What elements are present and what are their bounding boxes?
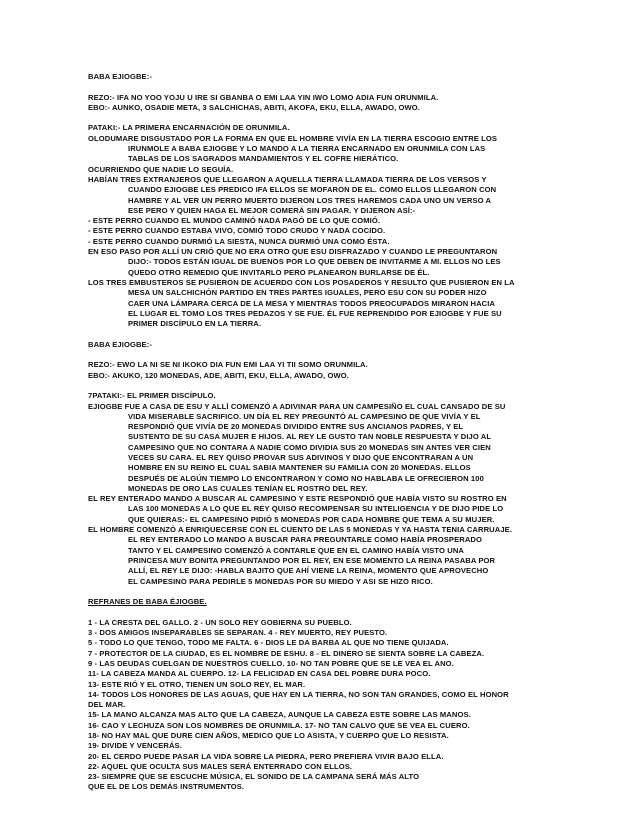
text-line: 1 - LA CRESTA DEL GALLO. 2 - UN SOLO REY GOBIERNA SU PUEBLO. [88, 617, 352, 627]
indented-text-line: PRINCESA MUY BONITA PREGUNTANDO POR EL REY, EN ESE MOMENTO LA REINA PASABA POR [128, 555, 496, 565]
text-line: 20- EL CERDO PUEDE PASAR LA VIDA SOBRE LA PIEDRA, PERO PREFIERA VIVIR BAJO ELLA. [88, 751, 444, 761]
text-line: - ESTE PERRO CUANDO EL MUNDO CAMINÓ NADA PAGÓ DE LO QUE COMIÓ. [88, 216, 381, 226]
text-line: EL REY ENTERADO MANDO A BUSCAR AL CAMPESINO Y ESTE RESPONDIÓ QUE HABÍA VISTO SU ROSTRO EN [88, 494, 507, 504]
text-line: REZO:- IFA NO YOO YOJU U IRE SI GBANBA O EMI LAA YIN IWO LOMO ADIA FUN ORUNMILA. [88, 92, 439, 102]
indented-text-line: EL LUGAR EL TOMO LOS TRES PEDAZOS Y SE FUE. ÉL FUE REPRENDIDO POR EJIOGBE Y FUE SU [128, 308, 502, 318]
text-line: EBO:- AKUKO, 120 MONEDAS, ADE, ABITI, EKU, ELLA, AWADO, OWO. [88, 370, 349, 380]
text-line: 9 - LAS DEUDAS CUELGAN DE NUESTROS CUELLO. 10- NO TAN POBRE QUE SE LE VEA EL ANO. [88, 658, 454, 668]
text-line: DEL MAR. [88, 700, 126, 710]
indented-text-line: MONEDAS DE ORO LAS CUALES TENÍAN EL ROSTRO DEL REY. [128, 483, 368, 493]
indented-text-line: MESA UN SALCHICHÓN PARTIDO EN TRES PARTES IGUALES, PERO ESU CON SU PODER HIZO [128, 288, 487, 298]
paragraph-gap [88, 82, 548, 92]
text-line: 11- LA CABEZA MANDA AL CUERPO. 12- LA FELICIDAD EN CASA DEL POBRE DURA POCO. [88, 669, 431, 679]
text-line: OLODUMARE DISGUSTADO POR LA FORMA EN QUE EL HOMBRE VIVÍA EN LA TIERRA ESCOGIO ENTRE LOS [88, 133, 498, 143]
paragraph-gap [88, 607, 548, 617]
refranes-heading: REFRANES DE BABA ÉJIOGBE. [88, 597, 207, 607]
indented-text-line: VECES SU CARA. EL REY QUISO PROVAR SUS ADIVINOS Y DIJO QUE ENCONTRARAN A UN [128, 452, 474, 462]
text-line: 14- TODOS LOS HONORES DE LAS AGUAS, QUE HAY EN LA TIERRA, NO SON TAN GRANDES, COMO EL HONOR [88, 689, 509, 699]
text-line: EJIOGBE FUE A CASA DE ESU Y ALLÍ COMENZÓ A ADIVINAR PARA UN CAMPESIÑO EL CUAL CANSADO DE SU [88, 401, 506, 411]
text-line: HABÍAN TRES EXTRANJEROS QUE LLEGARON A AQUELLA TIERRA LLAMADA TIERRA DE LOS VERSOS Y [88, 174, 487, 184]
text-line: - ESTE PERRO CUANDO DURMIÓ LA SIESTA, NUNCA DURMIÓ UNA COMO ÉSTA. [88, 236, 390, 246]
indented-text-line: CAER UNA LÁMPARA CERCA DE LA MESA Y MIENTRAS TODOS PREOCUPADOS MIRARON HACIA [128, 298, 496, 308]
indented-text-line: VIDA MISERABLE SACRIFICO. UN DÍA EL REY PREGUNTÓ AL CAMPESINO DE QUE VIVÍA Y EL [128, 411, 481, 421]
document-page [88, 72, 548, 793]
text-line: 16- CAO Y LECHUZA SON LOS NOMBRES DE ORUNMILA. 17- NO TAN CALVO QUE SE VEA EL CUERO. [88, 720, 470, 730]
indented-text-line: ALLÍ, EL REY LE DIJO: -HABLA BAJITO QUE AHÍ VIENE LA REINA, MOMENTO QUE APROVECHO [128, 566, 489, 576]
text-line: - ESTE PERRO CUANDO ESTABA VIVO, COMIÓ TODO CRUDO Y NADA COCIDO. [88, 226, 386, 236]
indented-text-line: ESE PERO Y QUIEN HAGA EL MEJOR COMERÁ SIN PAGAR. Y DIJERON ASÍ:- [128, 205, 416, 215]
text-line: 23- SIEMPRE QUE SE ESCUCHE MÚSICA, EL SONIDO DE LA CAMPANA SERÁ MÁS ALTO [88, 772, 420, 782]
paragraph-gap [88, 381, 548, 391]
indented-text-line: HAMBRE Y AL VER UN PERRO MUERTO DIJERON LOS TRES HAREMOS CADA UNO UN VERSO A [128, 195, 492, 205]
indented-text-line: HOMBRE EN SU REINO EL CUAL SABIA MANTENER SU FAMILIA CON 20 MONEDAS. ELLOS [128, 463, 471, 473]
text-line: 19- DIVIDE Y VENCERÁS. [88, 741, 182, 751]
indented-text-line: LAS 100 MONEDAS A LO QUE EL REY QUISO RECOMPENSAR SU INTELIGENCIA Y DE DIJO PIDE LO [128, 504, 504, 514]
paragraph-gap [88, 329, 548, 339]
indented-text-line: TANTO Y EL CAMPESINO COMENZÓ A CONTARLE QUE EN EL CAMINO HABÍA VISTO UNA [128, 545, 465, 555]
text-line: 7PATAKI:- EL PRIMER DISCÍPULO. [88, 391, 216, 401]
text-line: EN ESO PASO POR ALLÍ UN CRIÓ QUE NO ERA OTRO QUE ESU DISFRAZADO Y CUANDO LE PREGUNTARON [88, 247, 498, 257]
text-line: REZO:- EWO LA NI SE NI IKOKO DIA FUN EMI LAA YI TII SOMO ORUNMILA. [88, 360, 368, 370]
text-line: 13- ESTE RIÓ Y EL OTRO, TIENEN UN SOLO REY, EL MAR. [88, 679, 306, 689]
indented-text-line: DESPUÉS DE ALGÚN TIEMPO LO ENCONTRARON Y COMO NO HABLABA LE OFRECIERON 100 [128, 473, 484, 483]
section-heading: BABA EJIOGBE:- [88, 72, 152, 81]
text-line: PATAKI:- LA PRIMERA ENCARNACIÓN DE ORUNMILA. [88, 123, 290, 133]
text-line: 3 - DOS AMIGOS INSEPARABLES SE SEPARAN. 4 - REY MUERTO, REY PUESTO. [88, 628, 388, 638]
text-line: 7 - PROTECTOR DE LA CIUDAD, ES EL NOMBRE DE ESHU. 8 - EL DINERO SE SIENTA SOBRE LA CABEZA. [88, 648, 485, 658]
indented-text-line: EL CAMPESINO PARA PEDIRLE 5 MONEDAS POR SU MIEDO Y ASI SE HIZO RICO. [128, 576, 433, 586]
paragraph-gap [88, 350, 548, 360]
text-line: 18- NO HAY MAL QUE DURE CIEN AÑOS, MEDICO QUE LO ASISTA, Y CUERPO QUE LO RESISTA. [88, 731, 449, 740]
indented-text-line: EL REY ENTERADO LO MANDO A BUSCAR PARA PREGUNTARLE COMO HABÍA PROSPERADO [128, 535, 482, 545]
indented-text-line: IRUNMOLE A BABA EJIOGBE Y LO MANDO A LA TIERRA ENCARNADO EN ORUNMILA CON LAS [128, 144, 486, 154]
text-line: OCURRIENDO QUE NADIE LO SEGUÍA. [88, 164, 234, 174]
text-line: 22- AQUEL QUE OCULTA SUS MALES SERÁ ENTERRADO CON ELLOS. [88, 761, 353, 771]
section-heading: BABA EJIOGBE:- [88, 339, 152, 349]
text-line: 15- LA MANO ALCANZA MAS ALTO QUE LA CABEZA, AUNQUE LA CABEZA ESTE SOBRE LAS MANOS. [88, 710, 471, 720]
indented-text-line: CUANDO EJIOGBE LES PREDICO IFA ELLOS SE MOFARON DE EL. COMO ELLOS LLEGARON CON [128, 185, 497, 195]
indented-text-line: QUE QUIERAS:- EL CAMPESINO PIDIÓ 5 MONEDAS POR CADA HOMBRE QUE TEMA A SU MUJER. [128, 514, 495, 524]
text-line: EL HOMBRE COMENZÓ A ENRIQUECERSE CON EL CUENTO DE LAS 5 MONEDAS Y YA HASTA TENIA CARRUAJE. [88, 525, 513, 535]
indented-text-line: SUSTENTO DE SU CASA MUJER E HIJOS. AL REY LE GUSTO TAN NOBLE RESPUESTA Y DIJO AL [128, 432, 492, 442]
text-line: EBO:- AUNKO, OSADIE META, 3 SALCHICHAS, ABITI, AKOFA, EKU, ELLA, AWADO, OWO. [88, 102, 421, 112]
indented-text-line: QUEDO OTRO REMEDIO QUE INVITARLO PERO PLANEARON BURLARSE DE ÉL. [128, 267, 430, 277]
indented-text-line: RESPONDIÓ QUE VIVÍA DE 20 MONEDAS DIVIDIDO ENTRE SUS ANCIANOS PADRES, Y EL [128, 422, 464, 432]
text-line: 5 - TODO LO QUE TENGO, TODO ME FALTA. 6 - DIOS LE DA BARBA AL QUE NO TIENE QUIJADA. [88, 638, 449, 648]
indented-text-line: CAMPESINO QUE NO CONTARA A NADIE COMO DIVIDIA SUS 20 MONEDAS SIN ANTES VER CIEN [128, 442, 491, 452]
text-line: LOS TRES EMBUSTEROS SE PUSIERON DE ACUERDO CON LOS POSADEROS Y RESULTO QUE PUSIERON EN LA [88, 277, 515, 287]
paragraph-gap [88, 113, 548, 123]
paragraph-gap [88, 587, 548, 597]
indented-text-line: DIJO:- TODOS ESTÁN IGUAL DE BUENOS POR LO QUE DEBEN DE INVITARME A MI. ELLOS NO LES [128, 257, 501, 267]
indented-text-line: TABLAS DE LOS SAGRADOS MANDAMIENTOS Y EL COFRE HIERÁTICO. [128, 154, 399, 164]
text-line: QUE EL DE LOS DEMÁS INSTRUMENTOS. [88, 782, 245, 792]
indented-text-line: PRIMER DISCÍPULO EN LA TIERRA. [128, 319, 262, 329]
